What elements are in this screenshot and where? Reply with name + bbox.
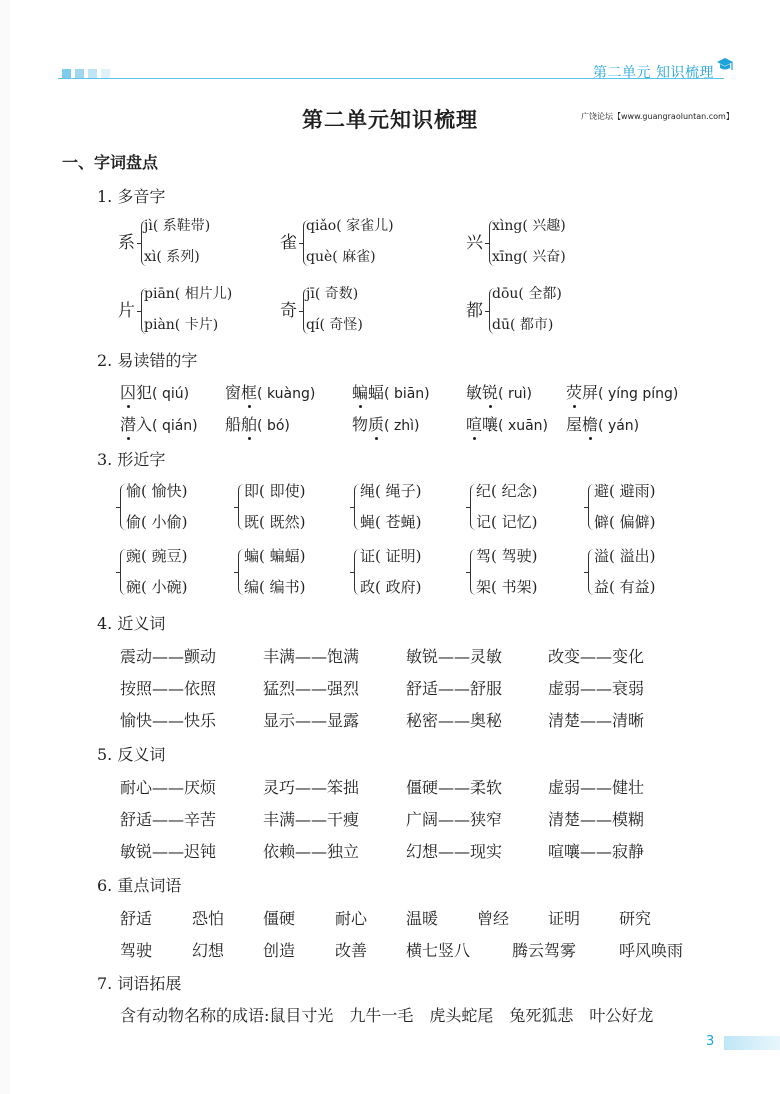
dotted-char: 框 — [241, 380, 257, 403]
similar-char-entry: 证( 证明) — [360, 547, 422, 565]
keyword: 恐怕 — [192, 909, 225, 928]
subsection-heading-expansion: 7. 词语拓展 — [97, 974, 182, 993]
polyphone-reading: xìng( 兴趣) — [492, 218, 566, 234]
synonym-pair: 震动——颤动 — [120, 647, 217, 666]
header-square — [101, 69, 110, 78]
dotted-char: 檐 — [582, 412, 598, 435]
pinyin: ( zhì) — [384, 418, 420, 434]
antonym-pair: 耐心——厌烦 — [120, 778, 217, 797]
subsection-heading-misread: 2. 易读错的字 — [97, 351, 198, 370]
misread-word: 囚犯( qiú) — [120, 380, 189, 403]
header-square — [62, 69, 71, 78]
antonym-pair: 灵巧——笨拙 — [263, 778, 360, 797]
polyphone-char: 奇 — [280, 301, 297, 321]
header-squares — [62, 69, 110, 78]
dotted-char: 舶 — [241, 412, 257, 435]
synonym-pair: 敏锐——灵敏 — [406, 647, 503, 666]
similar-char-entry: 架( 书架) — [476, 578, 538, 596]
keyword: 证明 — [548, 909, 581, 928]
polyphone-reading: dū( 都市) — [492, 317, 554, 333]
dotted-char: 潜 — [120, 412, 136, 435]
similar-char-entry: 益( 有益) — [594, 578, 656, 596]
polyphone-reading: què( 麻雀) — [306, 249, 376, 265]
synonym-pair: 猛烈——强烈 — [263, 679, 360, 698]
similar-char-entry: 记( 记忆) — [476, 513, 538, 531]
keyword: 驾驶 — [120, 941, 153, 960]
pinyin: ( biān) — [384, 386, 430, 402]
misread-word: 潜入( qián) — [120, 412, 198, 435]
graduation-cap-icon — [716, 56, 734, 76]
antonym-pair: 幻想——现实 — [406, 842, 503, 861]
dotted-char: 喧 — [466, 412, 482, 435]
idiom-line: 含有动物名称的成语:鼠目寸光 九牛一毛 虎头蛇尾 兔死狐悲 叶公好龙 — [120, 1006, 654, 1025]
polyphone-char: 系 — [118, 233, 135, 253]
misread-word: 荧屏( yíng píng) — [566, 380, 678, 403]
polyphone-reading: qí( 奇怪) — [306, 317, 363, 333]
keyword: 舒适 — [120, 909, 153, 928]
synonym-pair: 秘密——奥秘 — [406, 711, 503, 730]
antonym-pair: 清楚——模糊 — [548, 810, 645, 829]
misread-word: 敏锐( ruì) — [466, 380, 532, 403]
misread-word: 喧嚷( xuān) — [466, 412, 548, 435]
keyword: 创造 — [263, 941, 296, 960]
keyword: 呼风唤雨 — [619, 941, 684, 960]
polyphone-reading: dōu( 全都) — [492, 286, 562, 302]
similar-char-entry: 既( 既然) — [244, 513, 306, 531]
antonym-pair: 虚弱——健壮 — [548, 778, 645, 797]
misread-word: 屋檐( yán) — [566, 412, 639, 435]
polyphone-reading: piān( 相片儿) — [144, 286, 233, 302]
similar-char-entry: 驾( 驾驶) — [476, 547, 538, 565]
dotted-char: 囚 — [120, 380, 136, 403]
synonym-pair: 舒适——舒服 — [406, 679, 503, 698]
similar-char-entry: 溢( 溢出) — [594, 547, 656, 565]
keyword: 改善 — [335, 941, 368, 960]
keyword: 温暖 — [406, 909, 439, 928]
similar-char-entry: 蝇( 苍蝇) — [360, 513, 422, 531]
dotted-char: 蝙 — [352, 380, 368, 403]
polyphone-char: 片 — [118, 301, 135, 321]
subsection-heading-similar: 3. 形近字 — [97, 450, 166, 469]
keyword: 研究 — [619, 909, 652, 928]
page-number-bar — [724, 1036, 780, 1050]
keyword: 僵硬 — [263, 909, 296, 928]
synonym-pair: 按照——依照 — [120, 679, 217, 698]
similar-char-entry: 偷( 小偷) — [126, 513, 188, 531]
synonym-pair: 显示——显露 — [263, 711, 360, 730]
antonym-pair: 舒适——辛苦 — [120, 810, 217, 829]
misread-word: 船舶( bó) — [225, 412, 290, 435]
keyword: 腾云驾雾 — [512, 941, 577, 960]
pinyin: ( xuān) — [498, 418, 549, 434]
keyword: 耐心 — [335, 909, 368, 928]
similar-char-entry: 僻( 偏僻) — [594, 513, 656, 531]
similar-char-entry: 纪( 纪念) — [476, 482, 538, 500]
subsection-heading-keywords: 6. 重点词语 — [97, 876, 182, 895]
subsection-heading-polyphones: 1. 多音字 — [97, 187, 166, 206]
page-number: 3 — [706, 1034, 715, 1049]
header-square — [88, 69, 97, 78]
dotted-char: 荧 — [566, 380, 582, 403]
synonym-pair: 愉快——快乐 — [120, 711, 217, 730]
pinyin: ( bó) — [257, 418, 290, 434]
polyphone-reading: xì( 系列) — [144, 249, 200, 265]
polyphone-reading: qiǎo( 家雀儿) — [306, 218, 394, 234]
keyword: 曾经 — [477, 909, 510, 928]
page-header — [0, 0, 780, 90]
antonym-pair: 依赖——独立 — [263, 842, 360, 861]
pinyin: ( yán) — [598, 418, 640, 434]
polyphone-char: 兴 — [466, 233, 483, 253]
similar-char-entry: 绳( 绳子) — [360, 482, 422, 500]
pinyin: ( kuàng) — [257, 386, 316, 402]
polyphone-reading: jì( 系鞋带) — [144, 218, 211, 234]
similar-char-entry: 愉( 愉快) — [126, 482, 188, 500]
antonym-pair: 敏锐——迟钝 — [120, 842, 217, 861]
misread-word: 物质( zhì) — [352, 412, 420, 435]
synonym-pair: 清楚——清晰 — [548, 711, 645, 730]
page-edge — [0, 0, 10, 1094]
antonym-pair: 喧嚷——寂静 — [548, 842, 645, 861]
keyword: 横七竖八 — [406, 941, 471, 960]
keyword: 幻想 — [192, 941, 225, 960]
polyphone-char: 雀 — [280, 233, 297, 253]
dotted-char: 质 — [368, 412, 384, 435]
section-heading: 一、字词盘点 — [62, 153, 159, 172]
subsection-heading-synonyms: 4. 近义词 — [97, 614, 166, 633]
dotted-char: 锐 — [482, 380, 498, 403]
misread-word: 窗框( kuàng) — [225, 380, 315, 403]
watermark: 广饶论坛【www.guangraoluntan.com】 — [581, 112, 734, 121]
polyphone-reading: jī( 奇数) — [306, 286, 359, 302]
synonym-pair: 丰满——饱满 — [263, 647, 360, 666]
header-label: 第二单元 知识梳理 — [593, 65, 714, 81]
polyphone-char: 都 — [466, 301, 483, 321]
pinyin: ( qián) — [152, 418, 198, 434]
polyphone-reading: xīng( 兴奋) — [492, 249, 566, 265]
antonym-pair: 丰满——干瘦 — [263, 810, 360, 829]
synonym-pair: 虚弱——衰弱 — [548, 679, 645, 698]
similar-char-entry: 豌( 豌豆) — [126, 547, 188, 565]
pinyin: ( ruì) — [498, 386, 532, 402]
pinyin: ( qiú) — [152, 386, 190, 402]
misread-word: 蝙蝠( biān) — [352, 380, 430, 403]
antonym-pair: 广阔——狭窄 — [406, 810, 503, 829]
antonym-pair: 僵硬——柔软 — [406, 778, 503, 797]
page-title: 第二单元知识梳理 — [302, 108, 478, 132]
polyphone-reading: piàn( 卡片) — [144, 317, 219, 333]
similar-char-entry: 政( 政府) — [360, 578, 422, 596]
similar-char-entry: 蝙( 蝙蝠) — [244, 547, 306, 565]
synonym-pair: 改变——变化 — [548, 647, 645, 666]
similar-char-entry: 编( 编书) — [244, 578, 306, 596]
similar-char-entry: 避( 避雨) — [594, 482, 656, 500]
similar-char-entry: 即( 即使) — [244, 482, 306, 500]
subsection-heading-antonyms: 5. 反义词 — [97, 745, 166, 764]
similar-char-entry: 碗( 小碗) — [126, 578, 188, 596]
pinyin: ( yíng píng) — [598, 386, 679, 402]
header-square — [75, 69, 84, 78]
